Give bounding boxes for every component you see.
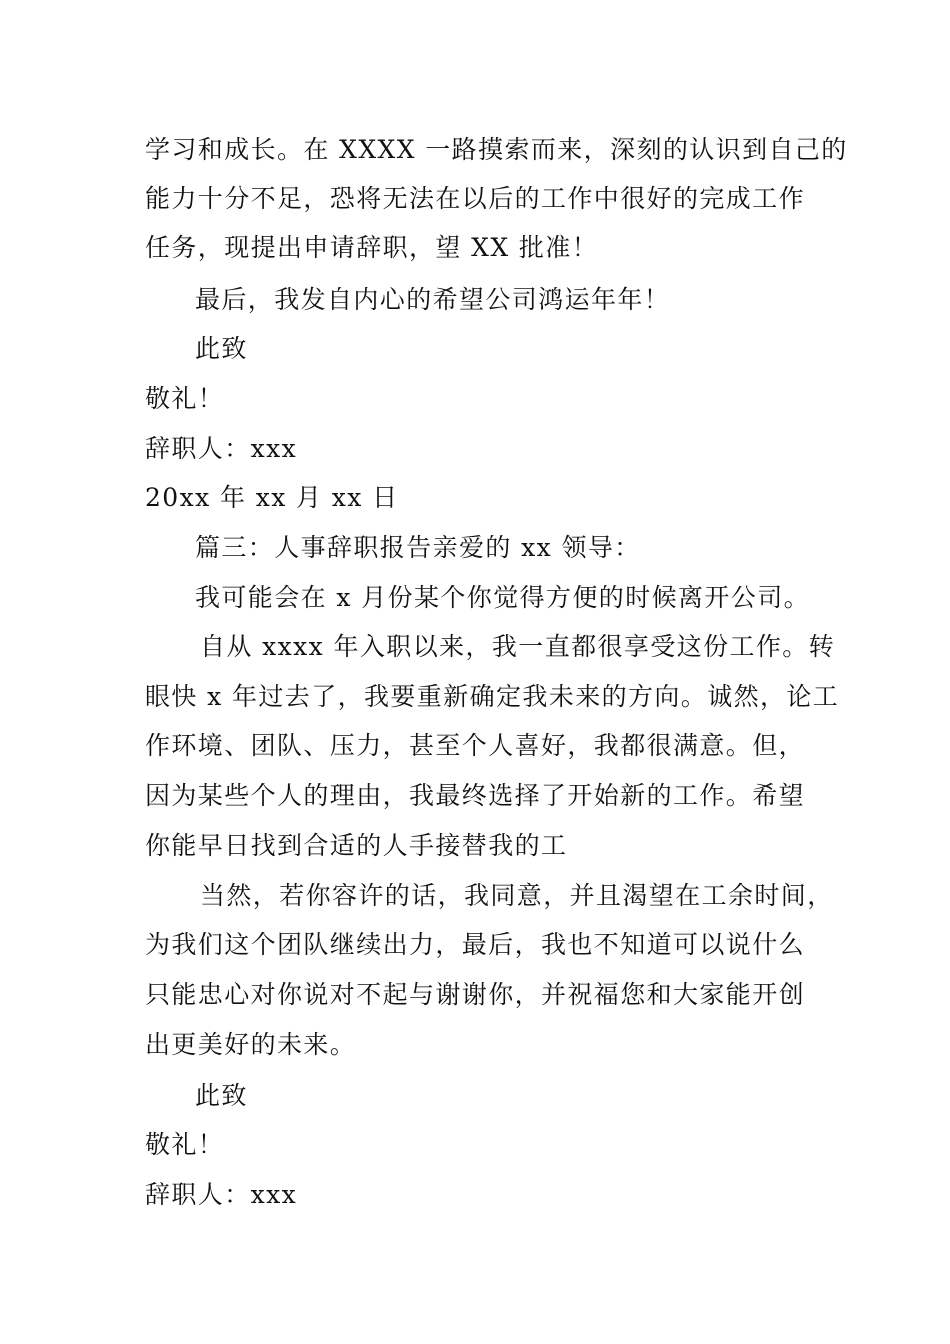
text-line: 此致 (195, 1081, 248, 1110)
text-line: 你能早日找到合适的人手接替我的工 (145, 831, 568, 860)
text-line: 眼快 x 年过去了，我要重新确定我未来的方向。诚然，论工 (145, 682, 840, 711)
text-line: 当然，若你容许的话，我同意，并且渴望在工余时间， (200, 881, 834, 910)
text-line: 敬礼！ (145, 384, 225, 413)
text-line: 为我们这个团队继续出力，最后，我也不知道可以说什么 (145, 930, 806, 959)
text-line: 我可能会在 x 月份某个你觉得方便的时候离开公司。 (195, 583, 810, 612)
text-line: 能力十分不足，恐将无法在以后的工作中很好的完成工作 (145, 184, 806, 213)
signature-line: 辞职人：xxx (145, 434, 298, 463)
section-heading: 篇三：人事辞职报告亲爱的 xx 领导： (195, 533, 641, 562)
text-line: 此致 (195, 334, 248, 363)
signature-line: 辞职人：xxx (145, 1180, 298, 1209)
text-line: 作环境、团队、压力，甚至个人喜好，我都很满意。但， (145, 731, 806, 760)
text-line: 最后，我发自内心的希望公司鸿运年年！ (195, 285, 671, 314)
text-line: 任务，现提出申请辞职，望 XX 批准！ (145, 233, 599, 262)
date-line: 20xx 年 xx 月 xx 日 (145, 483, 399, 512)
text-line: 学习和成长。在 XXXX 一路摸索而来，深刻的认识到自己的 (145, 135, 848, 164)
text-line: 出更美好的未来。 (145, 1030, 357, 1059)
text-line: 敬礼！ (145, 1130, 225, 1159)
text-line: 因为某些个人的理由，我最终选择了开始新的工作。希望 (145, 781, 806, 810)
text-line: 自从 xxxx 年入职以来，我一直都很享受这份工作。转 (200, 632, 836, 661)
text-line: 只能忠心对你说对不起与谢谢你，并祝福您和大家能开创 (145, 980, 806, 1009)
